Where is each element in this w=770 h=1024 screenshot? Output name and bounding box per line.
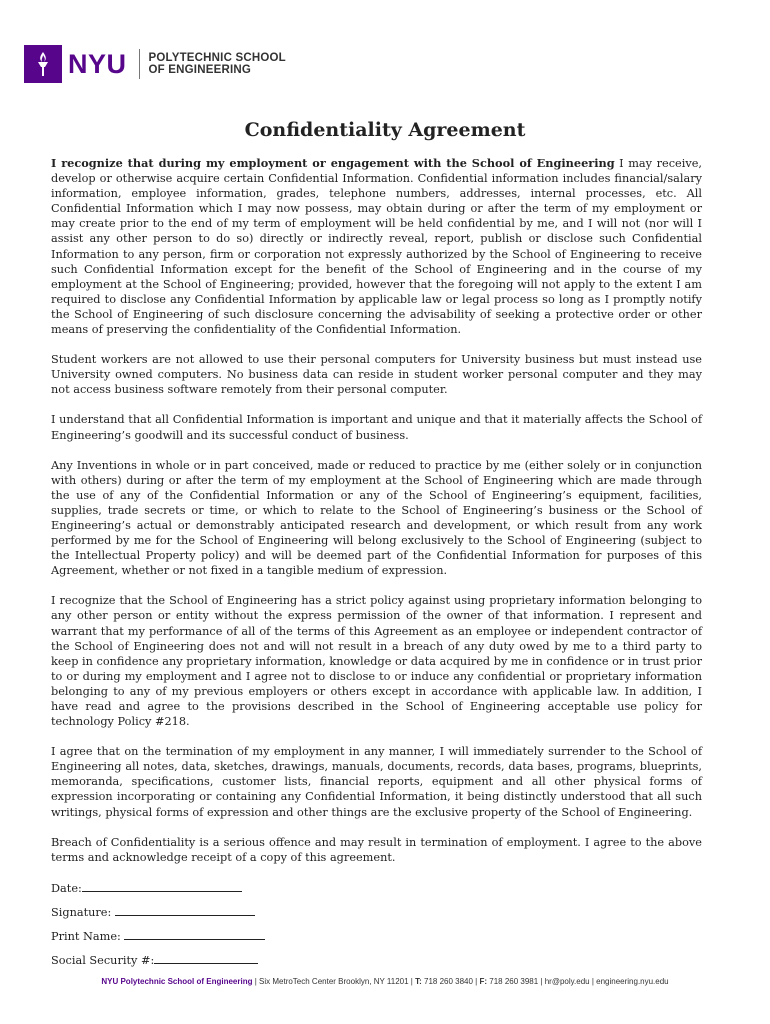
nyu-wordmark: NYU	[68, 48, 127, 79]
ssn-field	[51, 952, 702, 968]
paragraph-1-text: I may receive, develop or otherwise acquire certain Confidential Information. Confidential information includes financial/salary information, employee information, grades, telephone numbers, addresses, internal processes, etc. All Confidential Information which I may now possess, may obtain during or after the term of my employment or may create prior to the end of my term of employment will be held confidential by me, and I will not (nor will I assist any other person to do so) directly or indirectly reveal, report, publish or disclose such Confidential Information to any person, firm or corporation not expressly authorized by the School of Engineering to receive such Confidential Information except for the benefit of the School of Engineering and in the course of my employment at the School of Engineering; provided, however that the foregoing will not apply to the extent I am required to disclose any Confidential Information by applicable law or legal process so long as I promptly notify the School of Engineering of such disclosure concerning the advisability of seeking a protective order or other means of preserving the confidentiality of the Confidential Information.	[51, 157, 702, 337]
paragraph-5: I recognize that the School of Engineering has a strict policy against using proprietary information belonging to any other person or entity without the express permission of the owner of that information. I represent and warrant that my performance of all of the terms of this Agreement as an employee or independent contractor of the School of Engineering does not and will not result in a breach of any duty owed by me to a third party to keep in confidence any proprietary information, knowledge or data acquired by me in confidence or in trust prior to or during my employment and I agree not to disclose to or induce any confidential or proprietary information belonging to any of my previous employers or others except in accordance with applicable law. In addition, I have read and agree to the provisions described in the School of Engineering acceptable use policy for technology Policy #218.	[51, 594, 702, 729]
header	[24, 44, 286, 84]
print-name-line[interactable]	[124, 928, 265, 940]
paragraph-4: Any Inventions in whole or in part conceived, made or reduced to practice by me (either solely or in conjunction with others) during or after the term of my employment at the School of Engineering which are made through the use of any of the Confidential Information or any of the School of Engineering’s equipment, facilities, supplies, trade secrets or time, or which to relate to the School of Engineering’s business or the School of Engineering’s actual or demonstrably anticipated research and development, or which result from any work performed by me for the School of Engineering will belong exclusively to the School of Engineering (subject to the Intellectual Property policy) and will be deemed part of the Confidential Information for purposes of this Agreement, whether or not fixed in a tangible medium of expression.	[51, 458, 702, 578]
footer-fax-contact: 718 260 3981 | hr@poly.edu | engineering.nyu.edu	[487, 977, 669, 986]
footer-phone: 718 260 3840 |	[421, 977, 480, 986]
paragraph-6: I agree that on the termination of my employment in any manner, I will immediately surrender to the School of Engineering all notes, data, sketches, drawings, manuals, documents, records, data bases, programs, blueprints, memoranda, specifications, customer lists, financial reports, equipment and all other physical forms of expression incorporating or containing any Confidential Information, it being distinctly understood that all such writings, physical forms of expression and other things are the exclusive property of the School of Engineering.	[51, 745, 702, 819]
school-name-line2: OF ENGINEERING	[148, 64, 251, 76]
logo-divider	[139, 49, 140, 79]
footer-school-name: NYU Polytechnic School of Engineering	[101, 977, 253, 986]
date-line[interactable]	[82, 880, 242, 892]
signature-line[interactable]	[115, 904, 255, 916]
torch-icon	[30, 49, 56, 79]
paragraph-1-lead: I recognize that during my employment or engagement with the School of Engineering	[51, 156, 615, 170]
paragraph-7: Breach of Confidentiality is a serious offence and may result in termination of employment. I agree to the above terms and acknowledge receipt of a copy of this agreement.	[51, 835, 702, 864]
signature-label: Signature:	[51, 905, 112, 919]
print-name-label: Print Name:	[51, 929, 121, 943]
date-field	[51, 880, 702, 896]
paragraph-1	[51, 156, 702, 337]
footer-fax-label: F:	[479, 977, 488, 986]
paragraph-3: I understand that all Confidential Information is important and unique and that it materially affects the School of Engineering’s goodwill and its successful conduct of business.	[51, 413, 702, 442]
signature-field	[51, 904, 702, 920]
school-name	[149, 52, 286, 77]
footer	[0, 977, 770, 986]
date-label: Date:	[51, 881, 82, 895]
paragraph-2: Student workers are not allowed to use their personal computers for University business but must instead use University owned computers. No business data can reside in student worker personal computer and they may not access business software remotely from their personal computer.	[51, 353, 702, 397]
document-title: Confidentiality Agreement	[244, 119, 526, 141]
school-name-line1: POLYTECHNIC SCHOOL	[148, 51, 286, 64]
ssn-label: Social Security #:	[51, 953, 155, 967]
ssn-line[interactable]	[154, 952, 258, 964]
document-body	[51, 156, 702, 976]
footer-address: | Six MetroTech Center Brooklyn, NY 11201 |	[252, 977, 416, 986]
print-name-field	[51, 928, 702, 944]
footer-phone-label: T:	[415, 977, 422, 986]
nyu-torch-logo	[24, 45, 62, 83]
